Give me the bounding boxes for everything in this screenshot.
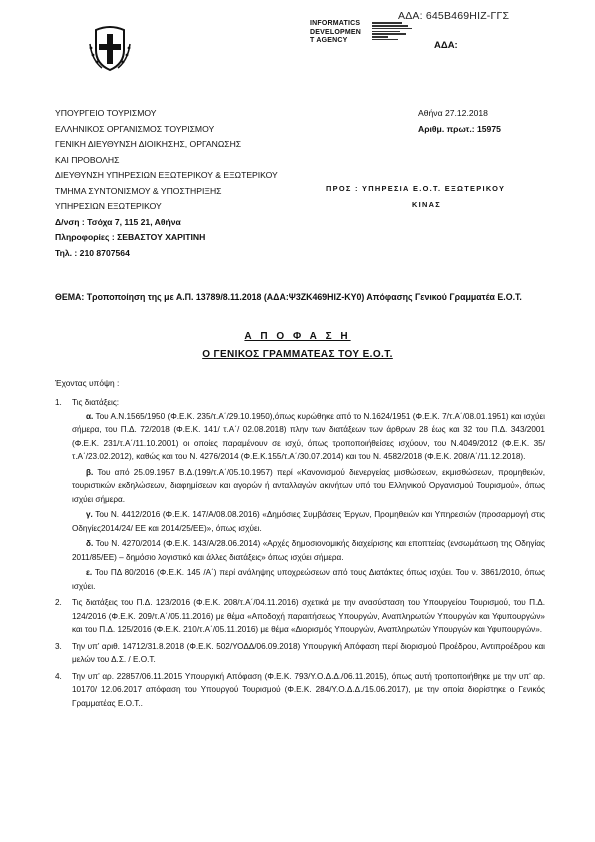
sub-item (72, 466, 545, 507)
list-item (55, 640, 545, 667)
item-text: Την υπ’ αριθ. 14712/31.8.2018 (Φ.Ε.Κ. 502/ΥΟΔΔ/06.09.2018) Υπουργική Απόφαση περί διορισμού Προέδρου, Αντιπροέδρου και μελών του Δ.Σ. / Ε.Ο.Τ. (72, 641, 545, 664)
sub-text: Του Ν. 4270/2014 (Φ.Ε.Κ. 143/Α/28.06.2014) «Αρχές δημοσιονομικής διαχείρισης και εποπτείας (ενσωμάτωση της Οδηγίας 2011/85/ΕΕ) – δημόσιο λογιστικό και άλλες διατάξεις» όπως ισχύει σήμερα. (72, 539, 545, 562)
decision-title: Α Π Ο Φ Α Σ Η (244, 331, 351, 342)
date-block (418, 106, 501, 137)
sender-line: ΥΠΗΡΕΣΙΩΝ ΕΞΩΤΕΡΙΚΟΥ (55, 201, 162, 211)
item-number: 3. (55, 641, 62, 651)
item-text: Την υπ’ αρ. 22857/06.11.2015 Υπουργική Απόφαση (Φ.Ε.Κ. 793/Υ.Ο.Δ.Δ./06.11.2015), όπως αυτή τροποποιήθηκε με την υπ’ αρ. 10170/ 12.06.2017 απόφαση του Υπουργού Τουρισμού (Φ.Ε.Κ. 284/Υ.Ο.Δ.Δ./15.06.2017), με την οποία διορίστηκε ο Γενικός Γραμματέας Ε.Ο.Τ.. (72, 671, 545, 708)
sender-line: ΥΠΟΥΡΓΕΙΟ ΤΟΥΡΙΣΜΟΥ (55, 108, 157, 118)
coat-of-arms-icon (88, 24, 132, 74)
protocol-number: Αριθμ. πρωτ.: 15975 (418, 123, 501, 134)
item-number: 1. (55, 398, 62, 407)
intro-text: Έχοντας υπόψη : (55, 378, 120, 388)
sub-item (72, 508, 545, 535)
item-text: Τις διατάξεις: (72, 398, 120, 407)
sub-text: Του Ν. 4412/2016 (Φ.Ε.Κ. 147/Α/08.08.2016) «Δημόσιες Συμβάσεις Έργων, Προμηθειών και Υπηρεσιών (προσαρμογή στις Οδηγίες2014/24/ ΕΕ και 2014/25/ΕΕ)», όπως ισχύει. (72, 510, 545, 533)
considerations-list (55, 396, 545, 713)
ada-code-top: ΑΔΑ: 645Β469ΗΙΖ-ΓΓΣ (398, 10, 510, 22)
digital-governance-logo (310, 20, 361, 46)
subject-line: ΘΕΜΑ: Τροποποίηση της με Α.Π. 13789/8.11.2018 (ΑΔΑ:Ψ3ΖΚ469ΗΙΖ-ΚΥ0) Απόφασης Γενικού Γραμματέα Ε.Ο.Τ. (55, 292, 522, 302)
sub-text: Του Α.Ν.1565/1950 (Φ.Ε.Κ. 235/τ.Α΄/29.10.1950),όπως κυρώθηκε από το Ν.1624/1951 (Φ.Ε.Κ. 7/τ.Α΄/08.01.1951) και ισχύει σήμερα, του Π.Δ. 72/2018 (Φ.Ε.Κ. 141/ τ.Α΄/ 02.08.2018) πλην των διατάξεων των άρθρων 28 έως και 32 του Π.Δ. 343/2001 (Φ.Ε.Κ. 231/τ.Α΄/11.10.2001) οι οποίες παραμένουν σε ισχύ, όπως τροποποιήθείσες ισχύουν, του Ν.4049/2012 (Φ.Ε.Κ. 35/τ.Α΄/23.02.2012), καθώς και του Ν. 4276/2014 (Φ.Ε.Κ.155/τ.Α΄/30.07.2014) και του Ν. 4582/2018 (Φ.Ε.Κ. 208/Α΄/11.12.2018). (72, 411, 545, 461)
sender-line: ΤΜΗΜΑ ΣΥΝΤΟΝΙΣΜΟΥ & ΥΠΟΣΤΗΡΙΞΗΣ (55, 185, 222, 196)
sub-text: Του ΠΔ 80/2016 (Φ.Ε.Κ. 145 /Α΄) περί ανάληψης υποχρεώσεων από τους Διατάκτες όπως ισχύει. Του ν. 3861/2010, όπως ισχύει. (72, 568, 545, 591)
decision-subtitle: Ο ΓΕΝΙΚΟΣ ΓΡΑΜΜΑΤΕΑΣ ΤΟΥ Ε.Ο.Τ. (202, 349, 393, 360)
sender-line: ΚΑΙ ΠΡΟΒΟΛΗΣ (55, 154, 120, 165)
sub-letter: β. (86, 467, 94, 477)
sender-block (55, 106, 278, 261)
document-date: Αθήνα 27.12.2018 (418, 108, 488, 118)
recipient-line-2: ΚΙΝΑΣ (412, 200, 442, 209)
sender-phone: Τηλ. : 210 8707564 (55, 247, 130, 258)
item-text: Τις διατάξεις του Π.Δ. 123/2016 (Φ.Ε.Κ. 208/τ.Α΄/04.11.2016) σχετικά με την ανασύσταση του Υπουργείου Τουρισμού, του Π.Δ. 124/2016 (Φ.Ε.Κ. 209/τ.Α΄/05.11.2016) με θέμα «Αποδοχή παραιτήσεως Υπουργών, Αναπληρωτών Υπουργών και Υφυπουργών» και του Π.Δ. 125/2016 (Φ.Ε.Κ. 210/τ.Α΄/05.11.2016) με θέμα «Διορισμός Υπουργών, Αναπληρωτών Υπουργών και Υφυπουργών». (72, 598, 545, 634)
recipient-line: ΠΡΟΣ : ΥΠΗΡΕΣΙΑ Ε.Ο.Τ. ΕΞΩΤΕΡΙΚΟΥ (326, 184, 506, 193)
list-item (55, 670, 545, 711)
sender-line: ΓΕΝΙΚΗ ΔΙΕΥΘΥΝΣΗ ΔΙΟΙΚΗΣΗΣ, ΟΡΓΑΝΩΣΗΣ (55, 139, 242, 149)
sub-letter: γ. (86, 510, 93, 519)
list-item (55, 396, 545, 593)
ada-label: ΑΔΑ: (434, 40, 458, 51)
logo-line: INFORMATICS (310, 20, 361, 27)
sub-text: Του από 25.09.1957 Β.Δ.(199/τ.Α΄/05.10.1957) περί «Κανονισμού διενεργείας μισθώσεων, εκμισθώσεων, προμηθειών, τουριστικών εκδηλώσεων, διαφημίσεων και αγορών ή ανταλλαγών ακινήτων υπό του Ελληνικού Οργανισμού Τουρισμού», όπως ισχύει σήμερα. (72, 467, 545, 504)
sub-letter: ε. (86, 568, 93, 577)
logo-line: T AGENCY (310, 37, 348, 45)
sender-line: ΔΙΕΥΘΥΝΣΗ ΥΠΗΡΕΣΙΩΝ ΕΞΩΤΕΡΙΚΟΥ & ΕΞΩΤΕΡΙΚΟΥ (55, 170, 278, 180)
sub-item (72, 537, 545, 564)
sender-info: Πληροφορίες : ΣΕΒΑΣΤΟΥ ΧΑΡΙΤΙΝΗ (55, 232, 206, 242)
sub-item (72, 410, 545, 464)
sender-address: Δ/νση : Τσόχα 7, 115 21, Αθήνα (55, 216, 181, 227)
sub-item (72, 566, 545, 593)
sub-letter: δ. (86, 539, 94, 548)
list-item (55, 596, 545, 637)
logo-line: DEVELOPMEN (310, 28, 362, 36)
item-number: 2. (55, 598, 62, 607)
sender-line: ΕΛΛΗΝΙΚΟΣ ΟΡΓΑΝΙΣΜΟΣ ΤΟΥΡΙΣΜΟΥ (55, 123, 215, 134)
logo-greek-lettering (372, 21, 412, 42)
item-number: 4. (55, 671, 62, 681)
sub-letter: α. (86, 411, 94, 421)
